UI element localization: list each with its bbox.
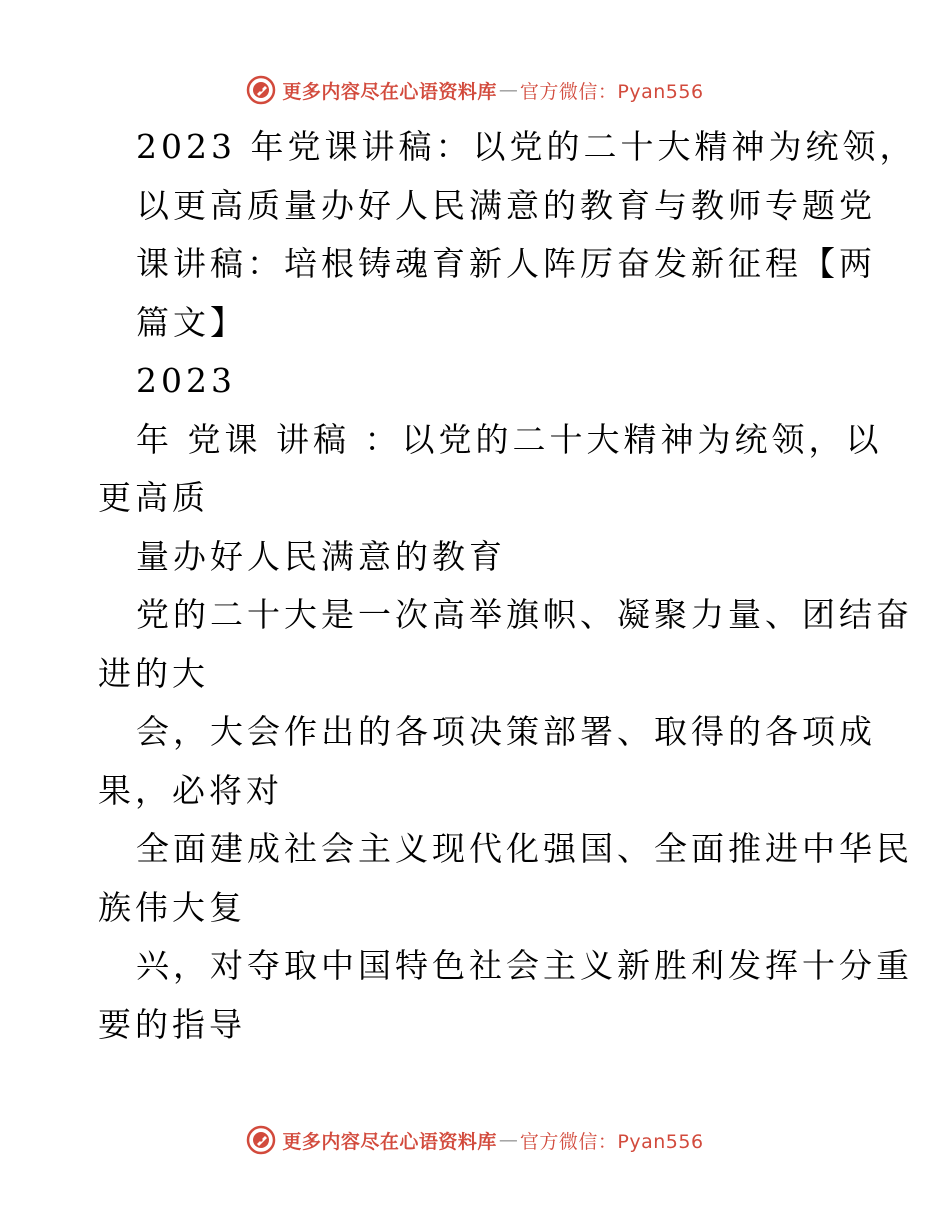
paragraph-line: 会，大会作出的各项决策部署、取得的各项成 bbox=[136, 712, 876, 751]
footer-wechat-text: 官方微信：Pyan556 bbox=[519, 1130, 704, 1153]
paragraph-line: 要的指导 bbox=[98, 1004, 246, 1044]
footer-separator: — bbox=[498, 1129, 518, 1151]
title-line-2: 以更高质量办好人民满意的教育与教师专题党 bbox=[136, 185, 876, 225]
footer-banner bbox=[0, 1120, 950, 1160]
header-banner bbox=[0, 70, 950, 110]
paragraph-line: 量办好人民满意的教育 bbox=[136, 536, 506, 576]
paragraph-line: 年 党课 讲稿 ：以党的二十大精神为统领，以 bbox=[136, 419, 883, 459]
header-brand-text: 更多内容尽在心语资料库 bbox=[282, 80, 497, 103]
paragraph-line: 2023 bbox=[136, 361, 236, 400]
title-line-1: 2023 年党课讲稿：以党的二十大精神为统领， bbox=[136, 127, 917, 166]
header-wechat-text: 官方微信：Pyan556 bbox=[519, 80, 704, 103]
pen-nib-circle-icon bbox=[246, 75, 276, 105]
paragraph-line: 党的二十大是一次高举旗帜、凝聚力量、团结奋 bbox=[136, 595, 913, 634]
paragraph-line: 兴，对夺取中国特色社会主义新胜利发挥十分重 bbox=[136, 946, 913, 985]
paragraph-line: 更高质 bbox=[98, 478, 209, 517]
document-body bbox=[98, 118, 917, 1054]
paragraph-line: 进的大 bbox=[98, 653, 209, 693]
footer-brand-text: 更多内容尽在心语资料库 bbox=[282, 1130, 497, 1153]
title-line-4: 篇文】 bbox=[136, 302, 247, 342]
paragraph-line: 族伟大复 bbox=[98, 887, 246, 927]
pen-nib-circle-icon bbox=[246, 1125, 276, 1155]
title-line-3: 课讲稿：培根铸魂育新人阵厉奋发新征程【两 bbox=[136, 244, 876, 283]
header-separator: — bbox=[498, 79, 518, 101]
paragraph-line: 果，必将对 bbox=[98, 770, 283, 810]
paragraph-line: 全面建成社会主义现代化强国、全面推进中华民 bbox=[136, 829, 913, 868]
